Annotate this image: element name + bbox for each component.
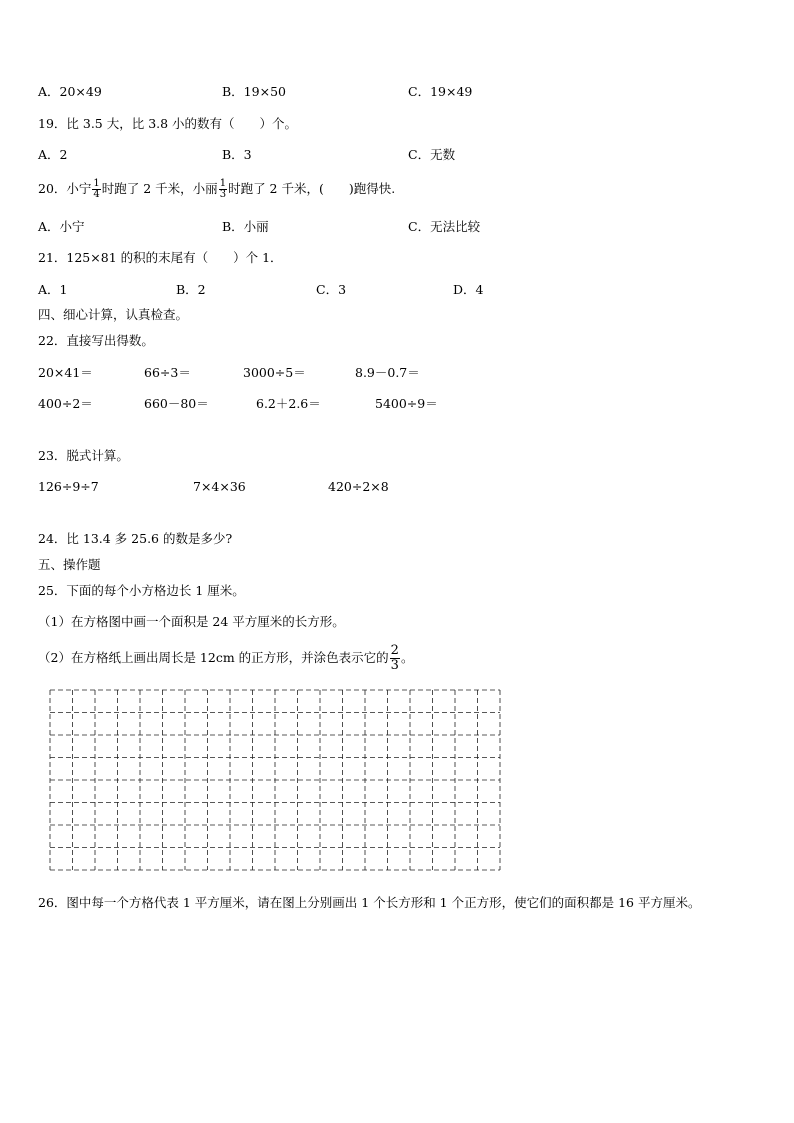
q22-r2-c2: 660－80＝ xyxy=(144,396,209,411)
dashed-square-grid[interactable] xyxy=(49,689,501,871)
q26-question: 26．图中每一个方格代表 1 平方厘米，请在图上分别画出 1 个长方形和 1 个正方形，使它们的面积都是 16 平方厘米。 xyxy=(38,895,701,910)
q20-middle: 时跑了 2 千米，小丽 xyxy=(101,181,218,196)
q21-option-d: D．4 xyxy=(453,282,484,297)
q25-subquestion-1: （1）在方格图中画一个面积是 24 平方厘米的长方形。 xyxy=(38,614,345,629)
q20-frac2-den: 3 xyxy=(219,189,227,200)
q22-r2-c3: 6.2＋2.6＝ xyxy=(256,396,321,411)
q21-option-c: C．3 xyxy=(316,282,347,297)
q21-option-a: A．1 xyxy=(38,282,68,297)
q25-subquestion-2 xyxy=(38,641,413,675)
q20-suffix: 时跑了 2 千米，( )跑得快. xyxy=(228,181,396,196)
q18-option-c: C．19×49 xyxy=(408,84,473,99)
q20-frac1-num: 1 xyxy=(93,178,100,189)
q20-fraction-2 xyxy=(219,179,227,200)
q20-prefix: 20．小宁 xyxy=(38,181,92,196)
section-5-heading: 五、操作题 xyxy=(38,557,101,572)
q20-option-a: A．小宁 xyxy=(38,219,85,234)
q22-r2-c1: 400÷2＝ xyxy=(38,396,93,411)
section-4-heading: 四、细心计算，认真检查。 xyxy=(38,307,189,322)
q19-option-b: B．3 xyxy=(222,147,252,162)
q22-r1-c3: 3000÷5＝ xyxy=(243,365,306,380)
q20-option-b: B．小丽 xyxy=(222,219,269,234)
q22-question: 22．直接写出得数。 xyxy=(38,333,154,348)
q20-fraction-1 xyxy=(92,179,100,200)
q19-option-c: C．无数 xyxy=(408,147,456,162)
q22-r1-c2: 66÷3＝ xyxy=(144,365,191,380)
q25-sub2-fraction xyxy=(390,644,400,673)
q19-question: 19．比 3.5 大，比 3.8 小的数有（ ）个。 xyxy=(38,116,298,131)
q18-option-a: A．20×49 xyxy=(38,84,102,99)
q20-option-c: C．无法比较 xyxy=(408,219,481,234)
q22-r1-c1: 20×41＝ xyxy=(38,365,93,380)
q25-sub2-prefix: （2）在方格纸上画出周长是 12cm 的正方形，并涂色表示它的 xyxy=(38,650,389,665)
q23-item-1: 126÷9÷7 xyxy=(38,479,99,494)
q23-item-2: 7×4×36 xyxy=(193,479,246,494)
q22-r1-c4: 8.9－0.7＝ xyxy=(355,365,420,380)
q20-question xyxy=(38,176,395,202)
q19-option-a: A．2 xyxy=(38,147,68,162)
q25-frac-num: 2 xyxy=(390,643,399,658)
q20-frac2-num: 1 xyxy=(219,178,227,189)
q23-question: 23．脱式计算。 xyxy=(38,448,129,463)
q21-option-b: B．2 xyxy=(176,282,206,297)
q25-sub2-suffix: 。 xyxy=(400,650,414,665)
q25-question: 25．下面的每个小方格边长 1 厘米。 xyxy=(38,583,245,598)
q24-question: 24．比 13.4 多 25.6 的数是多少? xyxy=(38,531,233,546)
q21-question: 21．125×81 的积的末尾有（ ）个 1． xyxy=(38,250,283,265)
q18-option-b: B．19×50 xyxy=(222,84,286,99)
q23-item-3: 420÷2×8 xyxy=(328,479,389,494)
q20-frac1-den: 4 xyxy=(93,189,100,200)
q22-r2-c4: 5400÷9＝ xyxy=(375,396,438,411)
q25-frac-den: 3 xyxy=(390,658,399,673)
